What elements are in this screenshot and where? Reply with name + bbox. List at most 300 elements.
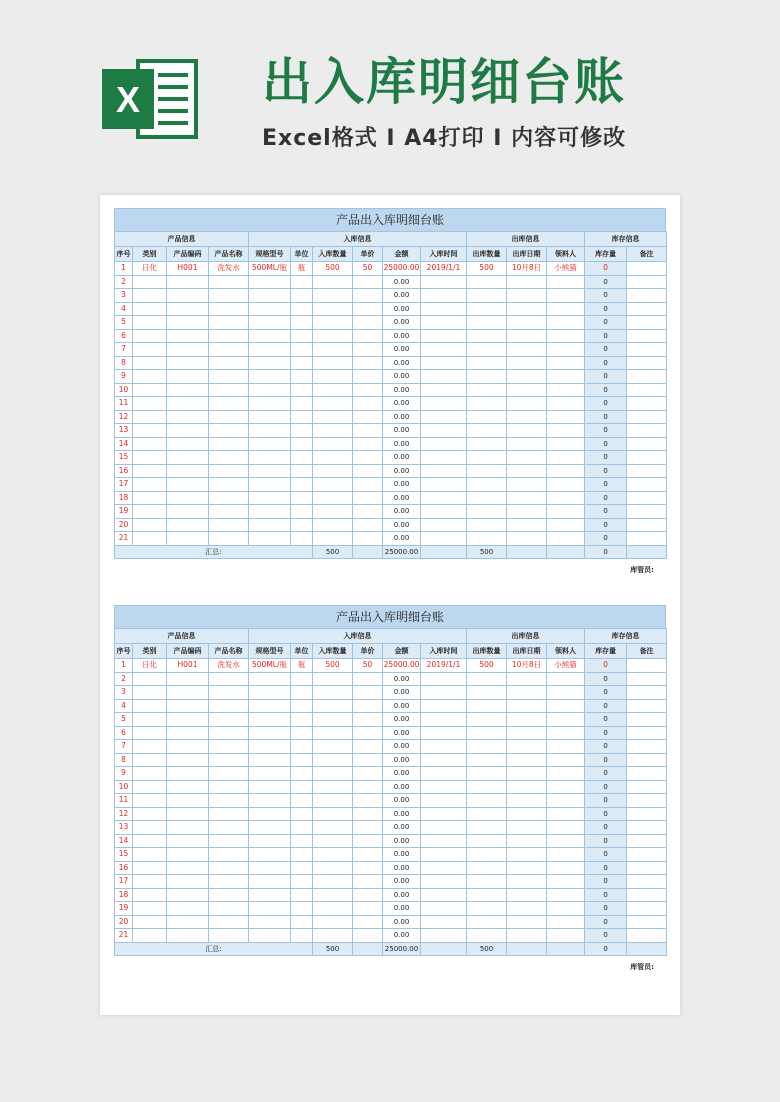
table-cell[interactable] <box>467 451 507 465</box>
table-cell[interactable] <box>133 424 167 438</box>
table-cell[interactable] <box>421 807 467 821</box>
table-cell[interactable] <box>547 505 585 519</box>
stock-cell[interactable]: 0 <box>585 861 627 875</box>
table-cell[interactable] <box>421 518 467 532</box>
table-cell[interactable] <box>167 902 209 916</box>
table-cell[interactable] <box>627 672 667 686</box>
table-cell[interactable] <box>507 532 547 546</box>
table-cell[interactable] <box>249 316 291 330</box>
table-cell[interactable] <box>249 699 291 713</box>
table-cell[interactable] <box>249 794 291 808</box>
table-cell[interactable] <box>313 491 353 505</box>
table-cell[interactable]: 小熊猫 <box>547 262 585 276</box>
table-cell[interactable] <box>209 875 249 889</box>
table-cell[interactable] <box>421 929 467 943</box>
table-cell[interactable] <box>249 478 291 492</box>
amount-cell[interactable]: 0.00 <box>383 834 421 848</box>
table-cell[interactable] <box>249 410 291 424</box>
table-cell[interactable] <box>421 753 467 767</box>
table-cell[interactable] <box>627 505 667 519</box>
table-cell[interactable] <box>167 794 209 808</box>
table-cell[interactable] <box>313 316 353 330</box>
table-cell[interactable]: 1 <box>115 262 133 276</box>
amount-cell[interactable]: 0.00 <box>383 532 421 546</box>
table-cell[interactable] <box>467 275 507 289</box>
table-cell[interactable] <box>507 726 547 740</box>
table-cell[interactable] <box>507 929 547 943</box>
amount-cell[interactable]: 0.00 <box>383 424 421 438</box>
table-cell[interactable] <box>249 861 291 875</box>
table-cell[interactable] <box>627 329 667 343</box>
table-cell[interactable] <box>627 794 667 808</box>
stock-cell[interactable]: 0 <box>585 410 627 424</box>
table-cell[interactable] <box>547 672 585 686</box>
stock-cell[interactable]: 0 <box>585 275 627 289</box>
table-cell[interactable] <box>167 740 209 754</box>
stock-cell[interactable]: 0 <box>585 821 627 835</box>
table-cell[interactable] <box>209 699 249 713</box>
table-cell[interactable]: 瓶 <box>291 262 313 276</box>
table-cell[interactable] <box>507 478 547 492</box>
table-cell[interactable] <box>421 888 467 902</box>
table-cell[interactable] <box>249 888 291 902</box>
stock-cell[interactable]: 0 <box>585 929 627 943</box>
table-cell[interactable] <box>353 848 383 862</box>
table-cell[interactable] <box>167 491 209 505</box>
table-cell[interactable] <box>547 397 585 411</box>
table-cell[interactable] <box>167 437 209 451</box>
table-cell[interactable] <box>167 713 209 727</box>
table-cell[interactable] <box>627 410 667 424</box>
table-cell[interactable] <box>313 329 353 343</box>
table-cell[interactable] <box>249 329 291 343</box>
stock-cell[interactable]: 0 <box>585 491 627 505</box>
table-cell[interactable] <box>353 929 383 943</box>
table-cell[interactable] <box>547 451 585 465</box>
table-cell[interactable] <box>291 902 313 916</box>
table-cell[interactable] <box>133 437 167 451</box>
table-cell[interactable] <box>209 343 249 357</box>
table-cell[interactable] <box>249 726 291 740</box>
amount-cell[interactable]: 0.00 <box>383 370 421 384</box>
table-cell[interactable] <box>467 807 507 821</box>
table-cell[interactable] <box>353 672 383 686</box>
table-cell[interactable] <box>249 532 291 546</box>
table-cell[interactable] <box>507 451 547 465</box>
table-cell[interactable] <box>627 316 667 330</box>
table-cell[interactable] <box>467 424 507 438</box>
table-cell[interactable] <box>547 518 585 532</box>
table-cell[interactable] <box>547 726 585 740</box>
stock-cell[interactable]: 0 <box>585 451 627 465</box>
table-cell[interactable] <box>313 780 353 794</box>
table-cell[interactable] <box>209 888 249 902</box>
table-cell[interactable] <box>209 672 249 686</box>
amount-cell[interactable]: 0.00 <box>383 316 421 330</box>
stock-cell[interactable]: 0 <box>585 767 627 781</box>
table-cell[interactable] <box>353 532 383 546</box>
table-cell[interactable] <box>291 464 313 478</box>
table-cell[interactable] <box>353 302 383 316</box>
table-cell[interactable] <box>627 915 667 929</box>
stock-cell[interactable]: 0 <box>585 397 627 411</box>
table-cell[interactable] <box>133 289 167 303</box>
stock-cell[interactable]: 0 <box>585 699 627 713</box>
table-cell[interactable]: 瓶 <box>291 659 313 673</box>
table-cell[interactable] <box>547 902 585 916</box>
table-cell[interactable] <box>467 713 507 727</box>
table-cell[interactable] <box>167 316 209 330</box>
stock-cell[interactable]: 0 <box>585 383 627 397</box>
table-cell[interactable] <box>507 848 547 862</box>
table-cell[interactable] <box>353 888 383 902</box>
table-cell[interactable] <box>291 505 313 519</box>
amount-cell[interactable]: 0.00 <box>383 929 421 943</box>
table-cell[interactable] <box>627 518 667 532</box>
table-cell[interactable] <box>421 410 467 424</box>
table-cell[interactable] <box>313 289 353 303</box>
table-cell[interactable] <box>627 686 667 700</box>
table-cell[interactable] <box>627 834 667 848</box>
table-cell[interactable] <box>627 343 667 357</box>
table-cell[interactable] <box>507 437 547 451</box>
amount-cell[interactable]: 0.00 <box>383 343 421 357</box>
table-cell[interactable] <box>291 929 313 943</box>
table-cell[interactable] <box>291 289 313 303</box>
stock-cell[interactable]: 0 <box>585 726 627 740</box>
table-cell[interactable] <box>507 713 547 727</box>
table-cell[interactable] <box>353 686 383 700</box>
table-cell[interactable] <box>209 491 249 505</box>
table-cell[interactable] <box>421 834 467 848</box>
table-cell[interactable] <box>133 356 167 370</box>
table-cell[interactable] <box>627 532 667 546</box>
table-cell[interactable] <box>353 915 383 929</box>
amount-cell[interactable]: 0.00 <box>383 821 421 835</box>
stock-cell[interactable]: 0 <box>585 848 627 862</box>
stock-cell[interactable]: 0 <box>585 686 627 700</box>
table-cell[interactable] <box>627 491 667 505</box>
stock-cell[interactable]: 0 <box>585 780 627 794</box>
table-cell[interactable] <box>547 915 585 929</box>
table-cell[interactable] <box>133 915 167 929</box>
table-cell[interactable] <box>249 929 291 943</box>
table-cell[interactable] <box>627 821 667 835</box>
table-cell[interactable] <box>313 888 353 902</box>
table-cell[interactable] <box>167 302 209 316</box>
table-cell[interactable] <box>167 753 209 767</box>
table-cell[interactable]: 10月8日 <box>507 659 547 673</box>
table-cell[interactable] <box>249 370 291 384</box>
table-cell[interactable] <box>209 753 249 767</box>
table-cell[interactable] <box>167 410 209 424</box>
table-cell[interactable] <box>547 383 585 397</box>
amount-cell[interactable]: 0.00 <box>383 780 421 794</box>
table-cell[interactable] <box>249 780 291 794</box>
table-cell[interactable] <box>353 316 383 330</box>
table-cell[interactable] <box>627 659 667 673</box>
table-cell[interactable]: 500ML/瓶 <box>249 659 291 673</box>
amount-cell[interactable]: 0.00 <box>383 410 421 424</box>
stock-cell[interactable]: 0 <box>585 356 627 370</box>
table-cell[interactable] <box>467 686 507 700</box>
table-cell[interactable] <box>353 767 383 781</box>
table-cell[interactable] <box>421 672 467 686</box>
table-cell[interactable]: 0 <box>585 262 627 276</box>
table-cell[interactable] <box>133 834 167 848</box>
table-cell[interactable] <box>133 532 167 546</box>
table-cell[interactable] <box>467 491 507 505</box>
table-cell[interactable] <box>249 424 291 438</box>
stock-cell[interactable]: 0 <box>585 478 627 492</box>
table-cell[interactable] <box>627 780 667 794</box>
table-cell[interactable] <box>467 532 507 546</box>
amount-cell[interactable]: 0.00 <box>383 451 421 465</box>
table-cell[interactable] <box>547 370 585 384</box>
table-cell[interactable] <box>547 875 585 889</box>
table-cell[interactable] <box>547 289 585 303</box>
table-cell[interactable] <box>313 807 353 821</box>
table-cell[interactable] <box>209 437 249 451</box>
table-cell[interactable] <box>167 929 209 943</box>
table-cell[interactable] <box>353 794 383 808</box>
table-cell[interactable] <box>313 767 353 781</box>
table-cell[interactable] <box>547 807 585 821</box>
table-cell[interactable] <box>421 424 467 438</box>
table-cell[interactable] <box>291 794 313 808</box>
table-cell[interactable] <box>627 753 667 767</box>
table-cell[interactable] <box>467 929 507 943</box>
table-cell[interactable] <box>507 780 547 794</box>
table-cell[interactable] <box>547 753 585 767</box>
table-cell[interactable] <box>547 343 585 357</box>
amount-cell[interactable]: 0.00 <box>383 875 421 889</box>
table-cell[interactable] <box>353 861 383 875</box>
table-cell[interactable] <box>547 767 585 781</box>
table-cell[interactable] <box>467 397 507 411</box>
table-cell[interactable] <box>249 397 291 411</box>
stock-cell[interactable]: 0 <box>585 437 627 451</box>
table-cell[interactable] <box>313 699 353 713</box>
stock-cell[interactable]: 0 <box>585 807 627 821</box>
table-cell[interactable] <box>313 726 353 740</box>
table-cell[interactable] <box>209 532 249 546</box>
table-cell[interactable] <box>353 437 383 451</box>
table-cell[interactable] <box>421 821 467 835</box>
table-cell[interactable] <box>353 451 383 465</box>
table-cell[interactable] <box>467 740 507 754</box>
table-cell[interactable] <box>507 875 547 889</box>
table-cell[interactable] <box>249 686 291 700</box>
table-cell[interactable] <box>313 505 353 519</box>
table-cell[interactable] <box>291 451 313 465</box>
table-cell[interactable] <box>209 713 249 727</box>
table-cell[interactable] <box>421 767 467 781</box>
table-cell[interactable] <box>209 834 249 848</box>
amount-cell[interactable]: 0.00 <box>383 902 421 916</box>
table-cell[interactable] <box>133 397 167 411</box>
table-cell[interactable]: 小熊猫 <box>547 659 585 673</box>
table-cell[interactable] <box>249 848 291 862</box>
table-cell[interactable] <box>467 289 507 303</box>
table-cell[interactable] <box>133 807 167 821</box>
table-cell[interactable] <box>627 902 667 916</box>
table-cell[interactable] <box>313 875 353 889</box>
table-cell[interactable] <box>167 518 209 532</box>
table-cell[interactable] <box>547 356 585 370</box>
table-cell[interactable] <box>313 275 353 289</box>
amount-cell[interactable]: 0.00 <box>383 740 421 754</box>
table-cell[interactable] <box>547 491 585 505</box>
table-cell[interactable] <box>547 888 585 902</box>
amount-cell[interactable]: 0.00 <box>383 289 421 303</box>
table-cell[interactable] <box>467 767 507 781</box>
table-cell[interactable] <box>421 356 467 370</box>
table-cell[interactable] <box>353 397 383 411</box>
table-cell[interactable]: 2019/1/1 <box>421 262 467 276</box>
table-cell[interactable] <box>421 902 467 916</box>
table-cell[interactable] <box>249 821 291 835</box>
amount-cell[interactable]: 0.00 <box>383 464 421 478</box>
table-cell[interactable] <box>507 343 547 357</box>
table-cell[interactable] <box>421 740 467 754</box>
table-cell[interactable] <box>547 713 585 727</box>
table-cell[interactable] <box>353 875 383 889</box>
table-cell[interactable] <box>627 451 667 465</box>
table-cell[interactable]: 25000.00 <box>383 659 421 673</box>
table-cell[interactable] <box>421 289 467 303</box>
table-cell[interactable] <box>291 699 313 713</box>
table-cell[interactable] <box>291 672 313 686</box>
table-cell[interactable] <box>547 329 585 343</box>
table-cell[interactable] <box>313 848 353 862</box>
stock-cell[interactable]: 0 <box>585 464 627 478</box>
table-cell[interactable] <box>209 356 249 370</box>
table-cell[interactable] <box>353 383 383 397</box>
table-cell[interactable] <box>133 275 167 289</box>
table-cell[interactable] <box>547 316 585 330</box>
stock-cell[interactable]: 0 <box>585 424 627 438</box>
table-cell[interactable] <box>507 794 547 808</box>
table-cell[interactable] <box>249 767 291 781</box>
table-cell[interactable] <box>209 686 249 700</box>
table-cell[interactable] <box>421 491 467 505</box>
table-cell[interactable] <box>547 794 585 808</box>
table-cell[interactable]: 500 <box>467 659 507 673</box>
table-cell[interactable] <box>249 437 291 451</box>
table-cell[interactable] <box>313 672 353 686</box>
table-cell[interactable] <box>313 518 353 532</box>
table-cell[interactable] <box>507 329 547 343</box>
table-cell[interactable] <box>313 410 353 424</box>
table-cell[interactable] <box>291 370 313 384</box>
table-cell[interactable] <box>421 794 467 808</box>
table-cell[interactable] <box>421 861 467 875</box>
table-cell[interactable] <box>133 505 167 519</box>
table-cell[interactable] <box>209 767 249 781</box>
table-cell[interactable] <box>209 726 249 740</box>
table-cell[interactable]: 50 <box>353 659 383 673</box>
table-cell[interactable]: 2019/1/1 <box>421 659 467 673</box>
table-cell[interactable] <box>421 532 467 546</box>
table-cell[interactable] <box>133 410 167 424</box>
table-cell[interactable] <box>627 275 667 289</box>
table-cell[interactable] <box>467 888 507 902</box>
table-cell[interactable] <box>249 713 291 727</box>
table-cell[interactable] <box>209 821 249 835</box>
table-cell[interactable] <box>467 518 507 532</box>
table-cell[interactable] <box>291 437 313 451</box>
table-cell[interactable] <box>467 464 507 478</box>
table-cell[interactable] <box>627 478 667 492</box>
table-cell[interactable] <box>209 289 249 303</box>
table-cell[interactable] <box>507 464 547 478</box>
table-cell[interactable] <box>167 848 209 862</box>
table-cell[interactable] <box>291 875 313 889</box>
stock-cell[interactable]: 0 <box>585 713 627 727</box>
table-cell[interactable] <box>133 875 167 889</box>
amount-cell[interactable]: 0.00 <box>383 329 421 343</box>
table-cell[interactable] <box>627 861 667 875</box>
table-cell[interactable] <box>467 343 507 357</box>
table-cell[interactable] <box>507 672 547 686</box>
table-cell[interactable] <box>167 464 209 478</box>
table-cell[interactable] <box>167 275 209 289</box>
table-cell[interactable] <box>353 275 383 289</box>
table-cell[interactable] <box>313 383 353 397</box>
table-cell[interactable] <box>167 478 209 492</box>
table-cell[interactable] <box>167 834 209 848</box>
table-cell[interactable] <box>291 275 313 289</box>
table-cell[interactable] <box>507 410 547 424</box>
table-cell[interactable] <box>291 821 313 835</box>
table-cell[interactable]: 洗发水 <box>209 262 249 276</box>
table-cell[interactable] <box>507 740 547 754</box>
table-cell[interactable] <box>209 794 249 808</box>
amount-cell[interactable]: 0.00 <box>383 356 421 370</box>
table-cell[interactable] <box>209 915 249 929</box>
table-cell[interactable] <box>467 902 507 916</box>
table-cell[interactable] <box>353 518 383 532</box>
amount-cell[interactable]: 0.00 <box>383 767 421 781</box>
table-cell[interactable] <box>547 740 585 754</box>
table-cell[interactable] <box>133 821 167 835</box>
table-cell[interactable] <box>167 780 209 794</box>
table-cell[interactable] <box>313 713 353 727</box>
table-cell[interactable] <box>313 343 353 357</box>
table-cell[interactable] <box>291 753 313 767</box>
table-cell[interactable] <box>133 780 167 794</box>
stock-cell[interactable]: 0 <box>585 794 627 808</box>
stock-cell[interactable]: 0 <box>585 532 627 546</box>
table-cell[interactable] <box>291 740 313 754</box>
table-cell[interactable] <box>627 848 667 862</box>
table-cell[interactable] <box>291 726 313 740</box>
table-cell[interactable] <box>507 505 547 519</box>
table-cell[interactable] <box>547 464 585 478</box>
table-cell[interactable] <box>249 505 291 519</box>
table-cell[interactable] <box>133 713 167 727</box>
table-cell[interactable] <box>467 672 507 686</box>
table-cell[interactable] <box>507 383 547 397</box>
table-cell[interactable] <box>547 275 585 289</box>
table-cell[interactable] <box>421 713 467 727</box>
table-cell[interactable] <box>467 505 507 519</box>
table-cell[interactable] <box>627 713 667 727</box>
table-cell[interactable] <box>249 451 291 465</box>
table-cell[interactable] <box>627 302 667 316</box>
table-cell[interactable] <box>209 505 249 519</box>
